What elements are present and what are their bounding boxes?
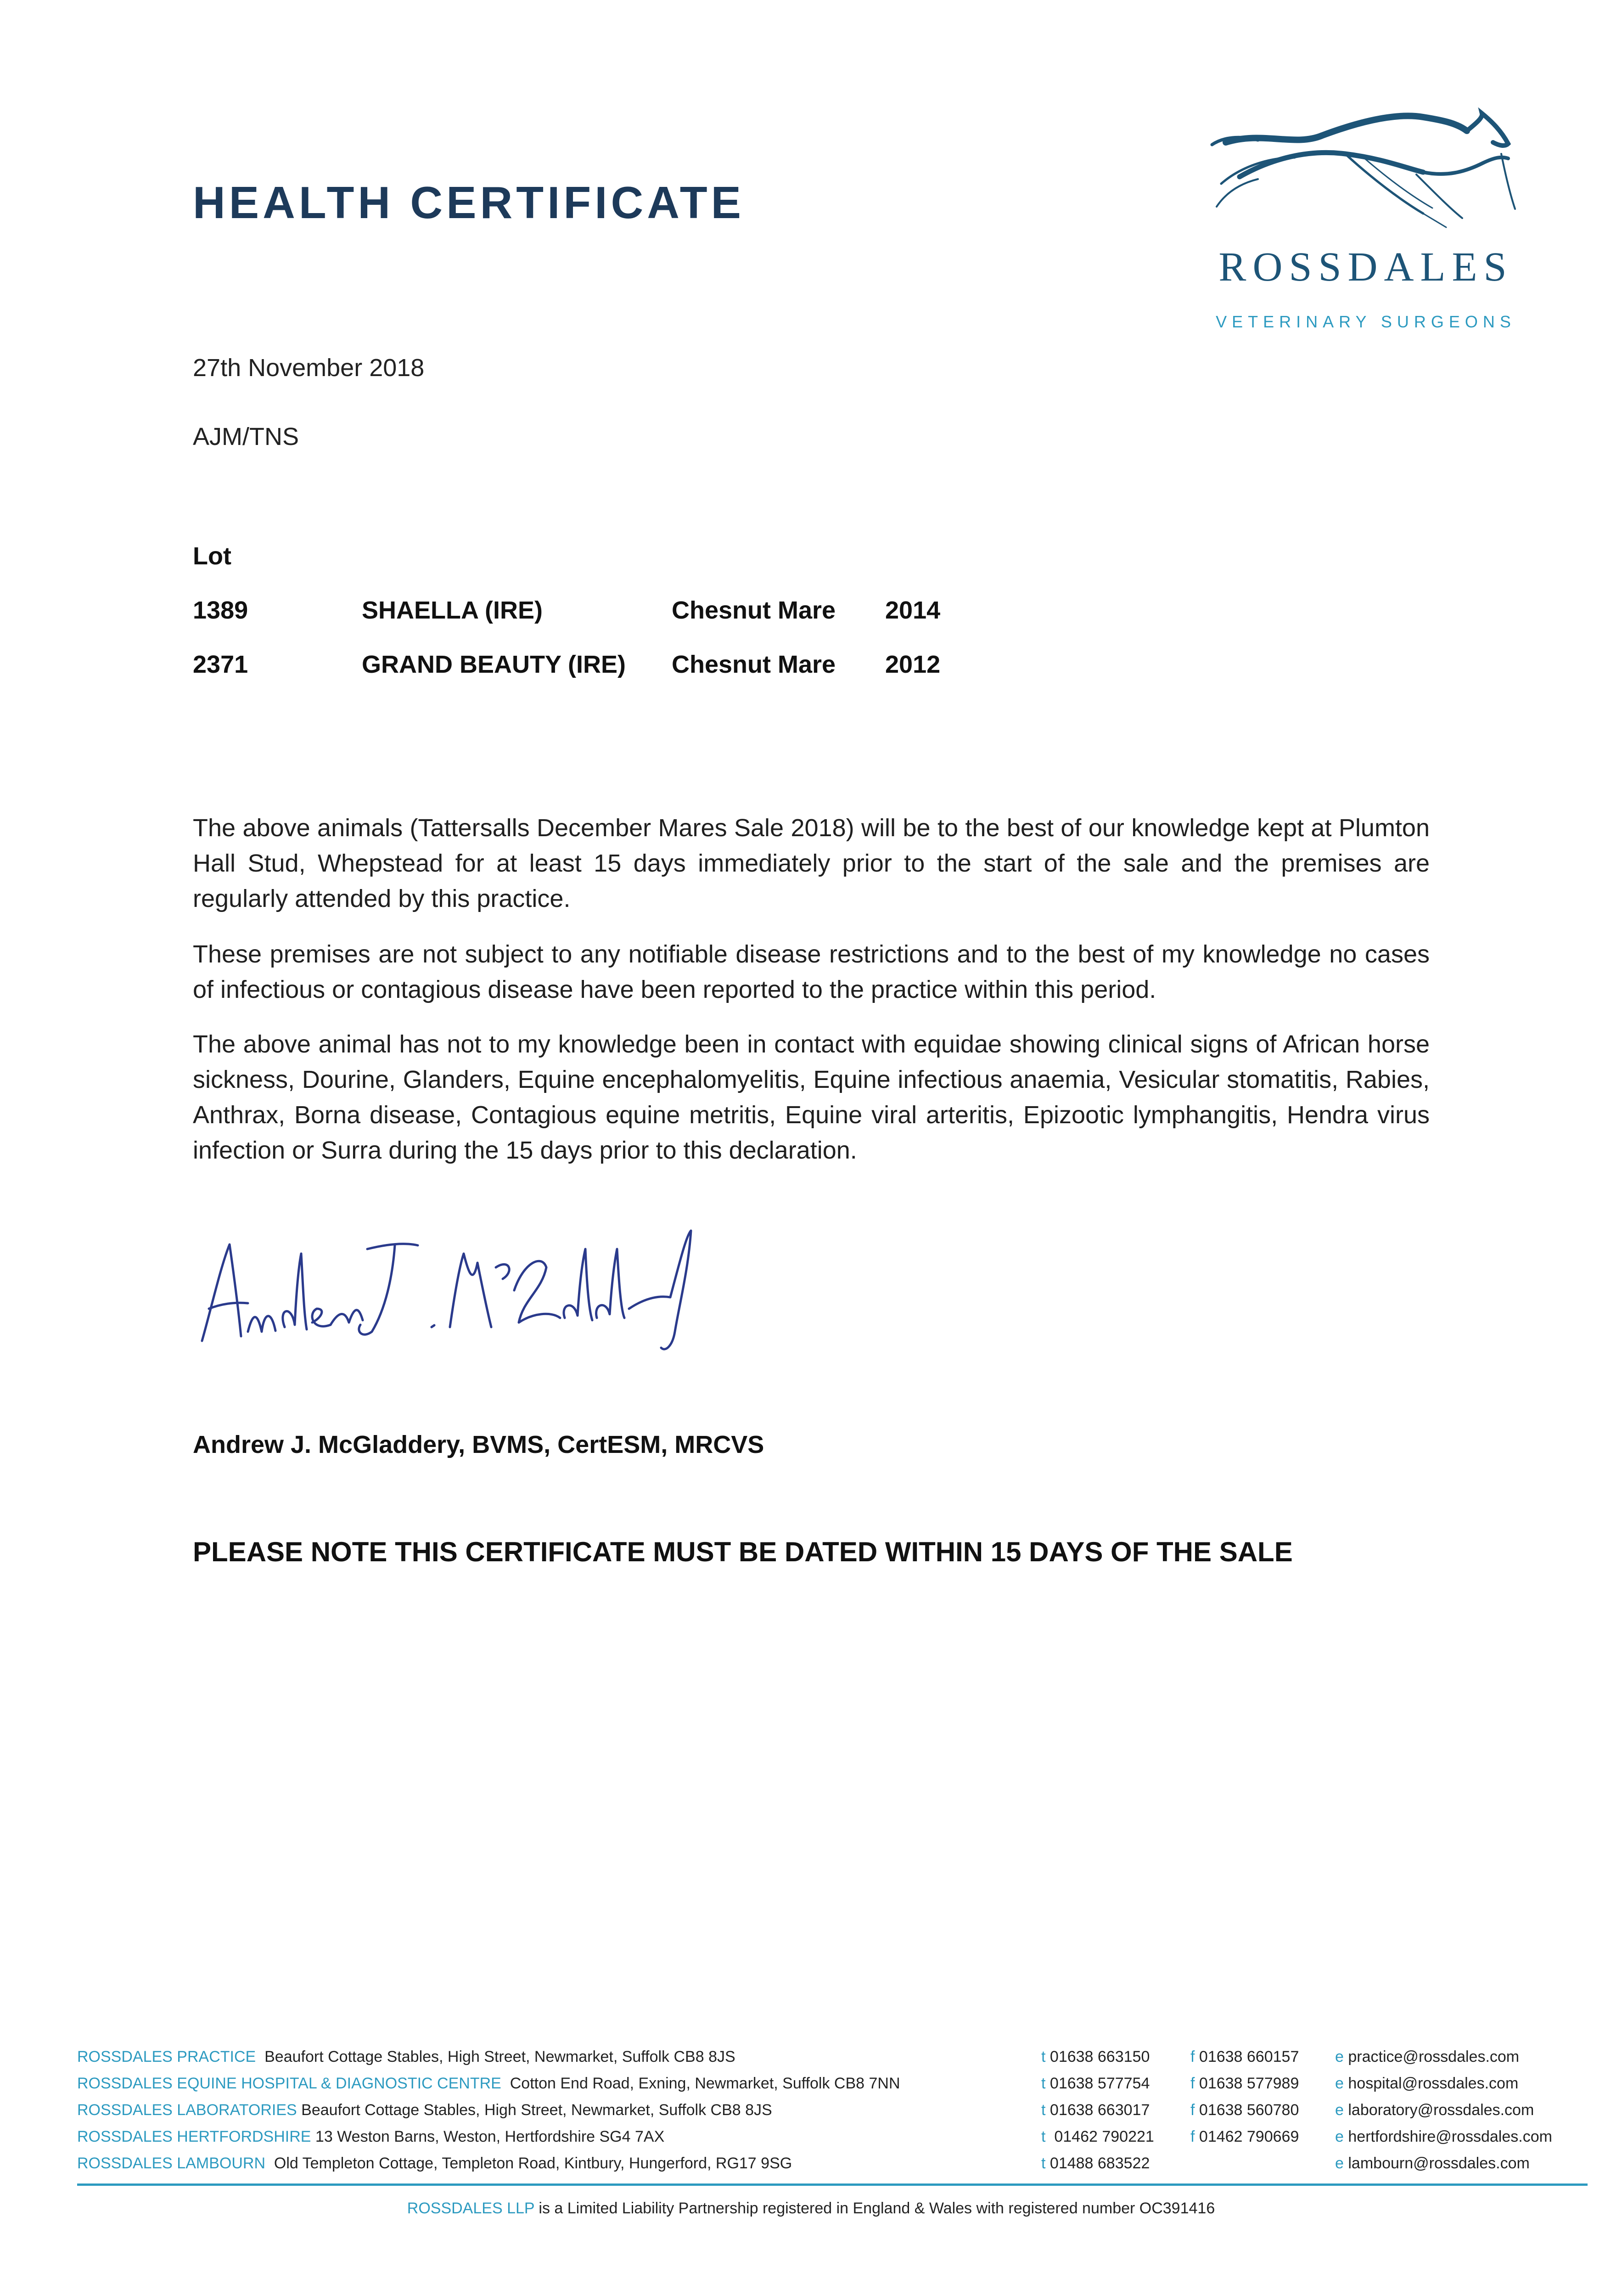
footer-office-row: ROSSDALES LAMBOURN Old Templeton Cottage, Templeton Road, Kintbury, Hungerford, RG17 9SG t 01488 683522 e lambourn@rossdales.com bbox=[77, 2155, 1530, 2172]
letter-date: 27th November 2018 bbox=[193, 354, 425, 382]
page-title: HEALTH CERTIFICATE bbox=[193, 177, 745, 228]
logo-wordmark: ROSSDALES bbox=[1218, 244, 1513, 290]
lot-header-label: Lot bbox=[193, 542, 231, 570]
office-email[interactable]: hertfordshire@rossdales.com bbox=[1348, 2128, 1552, 2145]
footer-office-row: ROSSDALES LABORATORIES Beaufort Cottage Stables, High Street, Newmarket, Suffolk CB8 8JS t 01638 663017 f 01638 560780 e laboratory@rossdales.com bbox=[77, 2101, 1534, 2119]
office-tel: 01462 790221 bbox=[1054, 2128, 1154, 2145]
certificate-note: PLEASE NOTE THIS CERTIFICATE MUST BE DATED WITHIN 15 DAYS OF THE SALE bbox=[193, 1536, 1293, 1567]
office-fax: 01638 660157 bbox=[1199, 2048, 1299, 2065]
paragraph-sale-premises: The above animals (Tattersalls December Mares Sale 2018) will be to the best of our knowledge kept at Plumton Hall Stud, Whepstead for at least 15 days immediately prior to the start of the sale and the premises are regularly attended by this practice. bbox=[193, 814, 1430, 912]
legal-text: is a Limited Liability Partnership registered in England & Wales with registered number OC391416 bbox=[539, 2200, 1215, 2217]
office-name: ROSSDALES PRACTICE bbox=[77, 2048, 256, 2065]
paragraph-disease-restrictions: These premises are not subject to any notifiable disease restrictions and to the best of my knowledge no cases of infectious or contagious disease have been reported to the practice within this period. bbox=[193, 940, 1430, 1003]
signature bbox=[193, 1194, 707, 1368]
paragraph-equidae-contact: The above animal has not to my knowledge been in contact with equidae showing clinical signs of African horse sickness, Dourine, Glanders, Equine encephalomyelitis, Equine infectious anaemia, Vesicular stomatitis, Rabies, Anthrax, Borna disease, Contagious equine metritis, Equine viral arteritis, Epizootic lymphangitis, Hendra virus infection or Surra during the 15 days prior to this declaration. bbox=[193, 1030, 1430, 1164]
office-name: ROSSDALES LAMBOURN bbox=[77, 2155, 265, 2172]
logo-subtitle: VETERINARY SURGEONS bbox=[1216, 312, 1516, 331]
office-tel: 01488 683522 bbox=[1050, 2155, 1150, 2172]
footer-offices bbox=[77, 2048, 1588, 2181]
horse-logo-icon bbox=[1207, 103, 1524, 241]
lot-number: 2371 bbox=[193, 651, 248, 678]
office-fax: 01462 790669 bbox=[1199, 2128, 1299, 2145]
lot-number: 1389 bbox=[193, 597, 248, 624]
office-email[interactable]: laboratory@rossdales.com bbox=[1348, 2101, 1534, 2119]
office-name: ROSSDALES LABORATORIES bbox=[77, 2101, 297, 2119]
signature-icon bbox=[193, 1194, 707, 1368]
office-fax: 01638 577989 bbox=[1199, 2075, 1299, 2092]
office-fax: 01638 560780 bbox=[1199, 2101, 1299, 2119]
office-tel: 01638 577754 bbox=[1050, 2075, 1150, 2092]
legal-notice bbox=[0, 2200, 1622, 2217]
horse-name: GRAND BEAUTY (IRE) bbox=[362, 651, 626, 678]
horse-name: SHAELLA (IRE) bbox=[362, 597, 543, 624]
office-name: ROSSDALES EQUINE HOSPITAL & DIAGNOSTIC CENTRE bbox=[77, 2075, 501, 2092]
footer-office-row: ROSSDALES HERTFORDSHIRE 13 Weston Barns, Weston, Hertfordshire SG4 7AX t 01462 790221 f 01462 790669 e hertfordshire@rossdales.com bbox=[77, 2128, 1552, 2145]
office-email[interactable]: practice@rossdales.com bbox=[1348, 2048, 1520, 2065]
letter-reference: AJM/TNS bbox=[193, 423, 299, 450]
office-address: Old Templeton Cottage, Templeton Road, Kintbury, Hungerford, RG17 9SG bbox=[274, 2155, 792, 2172]
office-address: Beaufort Cottage Stables, High Street, Newmarket, Suffolk CB8 8JS bbox=[301, 2101, 772, 2119]
office-address: Beaufort Cottage Stables, High Street, Newmarket, Suffolk CB8 8JS bbox=[264, 2048, 735, 2065]
office-email[interactable]: lambourn@rossdales.com bbox=[1348, 2155, 1530, 2172]
office-address: 13 Weston Barns, Weston, Hertfordshire SG4 7AX bbox=[315, 2128, 665, 2145]
legal-company-name: ROSSDALES LLP bbox=[407, 2200, 534, 2217]
office-name: ROSSDALES HERTFORDSHIRE bbox=[77, 2128, 311, 2145]
office-email[interactable]: hospital@rossdales.com bbox=[1348, 2075, 1519, 2092]
office-tel: 01638 663017 bbox=[1050, 2101, 1150, 2119]
signer-name: Andrew J. McGladdery, BVMS, CertESM, MRCVS bbox=[193, 1431, 764, 1458]
company-logo bbox=[1207, 103, 1524, 342]
horse-year: 2014 bbox=[885, 597, 941, 624]
footer-divider bbox=[77, 2183, 1588, 2186]
footer-office-row: ROSSDALES PRACTICE Beaufort Cottage Stables, High Street, Newmarket, Suffolk CB8 8JS t 01638 663150 f 01638 660157 e practice@rossdales.com bbox=[77, 2048, 1520, 2065]
office-address: Cotton End Road, Exning, Newmarket, Suffolk CB8 7NN bbox=[510, 2075, 900, 2092]
office-tel: 01638 663150 bbox=[1050, 2048, 1150, 2065]
horse-description: Chesnut Mare bbox=[672, 651, 836, 678]
footer-office-row: ROSSDALES EQUINE HOSPITAL & DIAGNOSTIC CENTRE Cotton End Road, Exning, Newmarket, Suffolk CB8 7NN t 01638 577754 f 01638 577989 e hospital@rossdales.com bbox=[77, 2075, 1519, 2092]
horse-description: Chesnut Mare bbox=[672, 597, 836, 624]
horse-year: 2012 bbox=[885, 651, 941, 678]
